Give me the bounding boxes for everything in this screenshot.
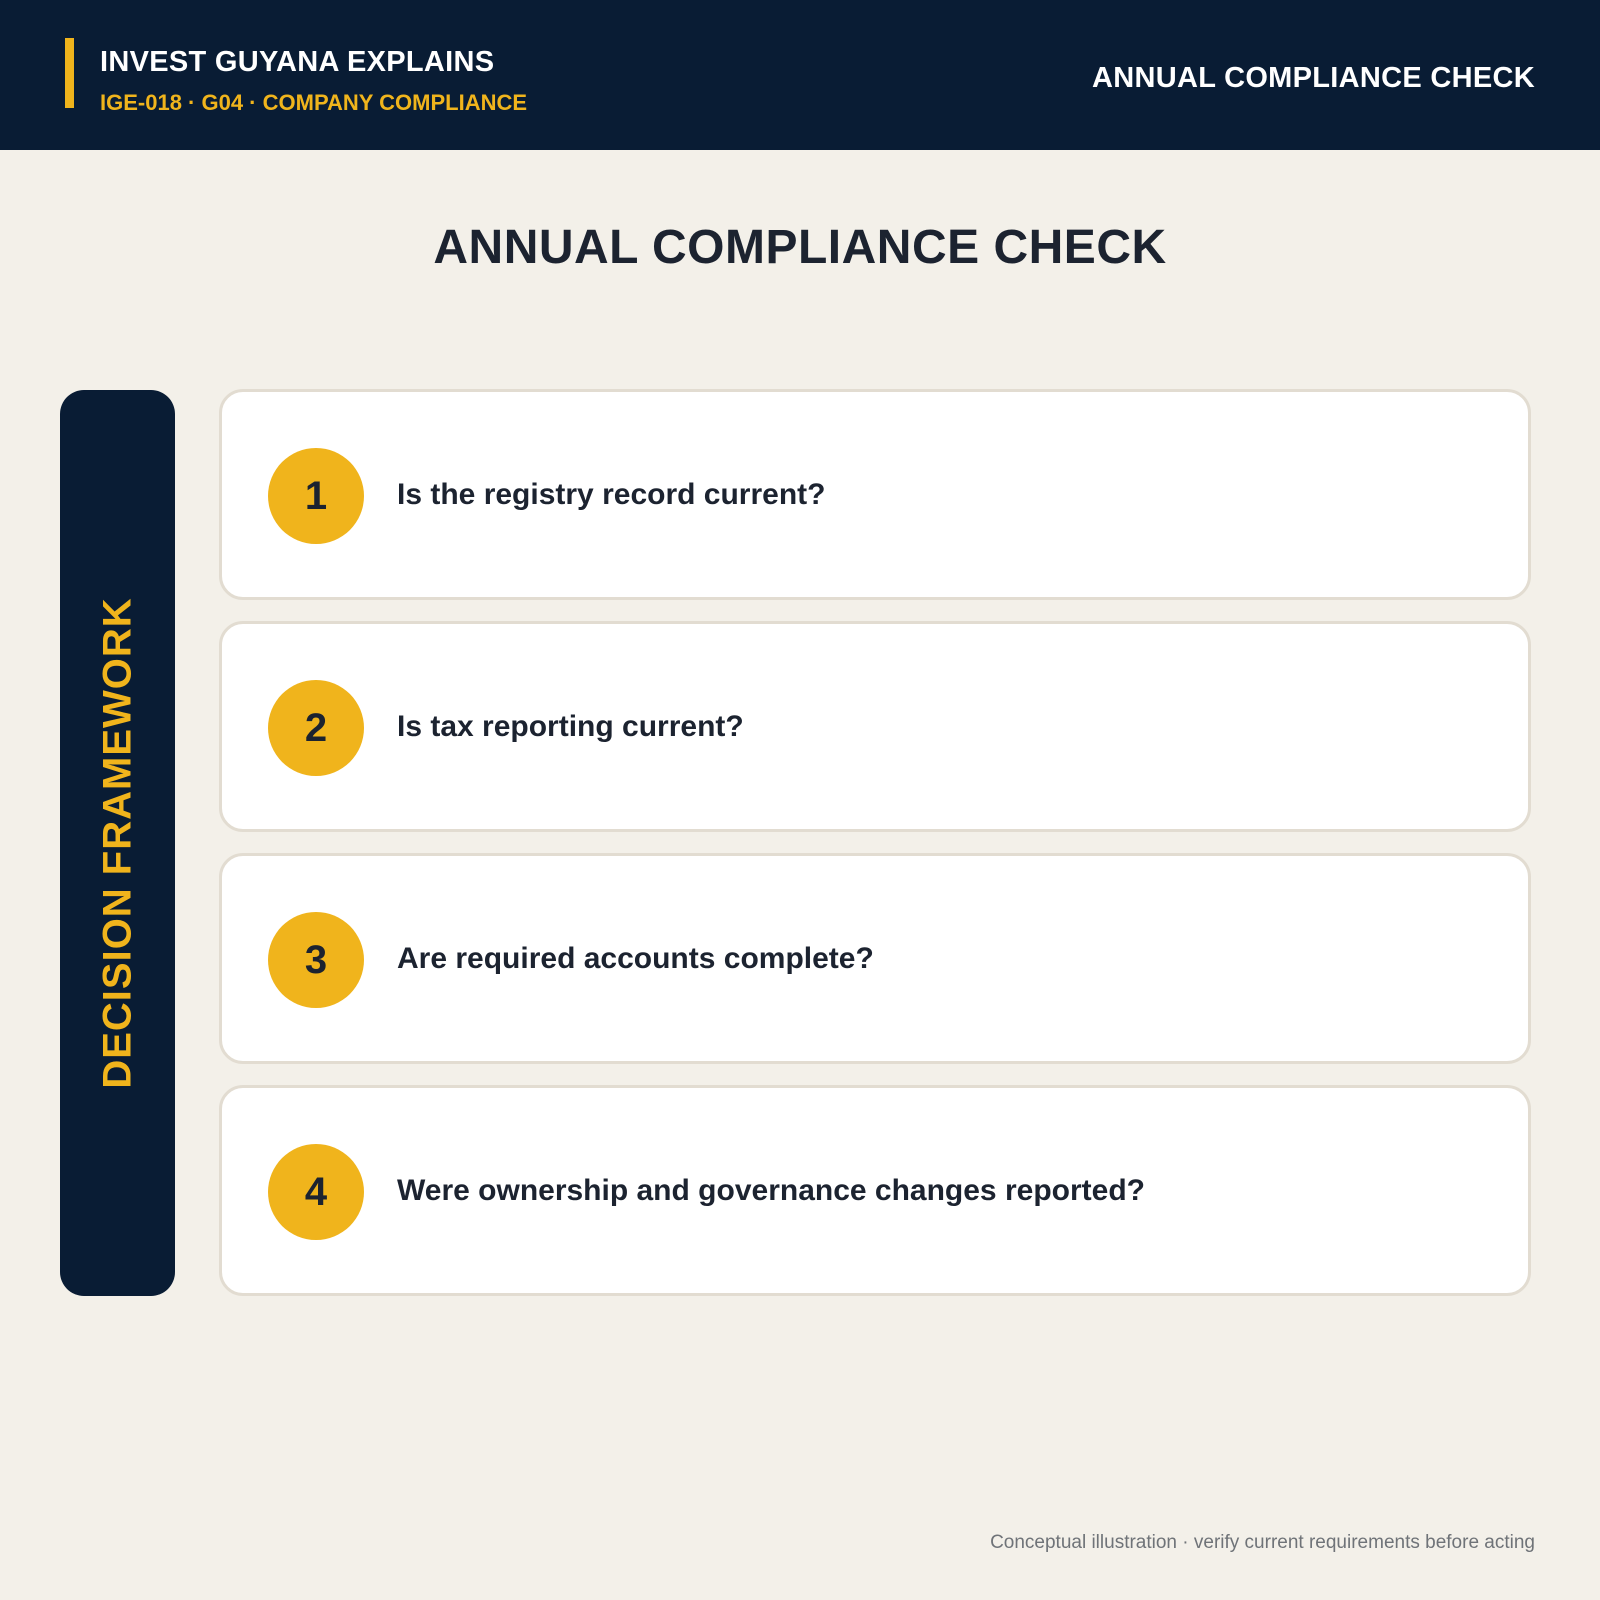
step-question: Is the registry record current?	[397, 477, 826, 511]
step-number-badge: 2	[268, 680, 364, 776]
step-number-badge: 1	[268, 448, 364, 544]
step-card-3	[219, 853, 1531, 1064]
brand-subtitle: IGE-018 · G04 · COMPANY COMPLIANCE	[100, 90, 528, 115]
sidebar-label-panel	[60, 390, 175, 1296]
step-card-2	[219, 621, 1531, 832]
step-question: Is tax reporting current?	[397, 709, 744, 743]
step-number-badge: 4	[268, 1144, 364, 1240]
step-question: Were ownership and governance changes reported?	[397, 1173, 1145, 1207]
page-title: ANNUAL COMPLIANCE CHECK	[433, 221, 1167, 274]
step-list	[219, 389, 1531, 1317]
header-accent-bar	[65, 38, 74, 108]
header-right-title: ANNUAL COMPLIANCE CHECK	[1092, 62, 1535, 94]
step-card-1	[219, 389, 1531, 600]
step-card-4	[219, 1085, 1531, 1296]
header-bar	[0, 0, 1600, 150]
step-number-badge: 3	[268, 912, 364, 1008]
step-question: Are required accounts complete?	[397, 941, 874, 975]
sidebar-label: DECISION FRAMEWORK	[95, 597, 139, 1089]
brand-title: INVEST GUYANA EXPLAINS	[100, 46, 495, 78]
footer-disclaimer: Conceptual illustration · verify current requirements before acting	[990, 1532, 1535, 1553]
